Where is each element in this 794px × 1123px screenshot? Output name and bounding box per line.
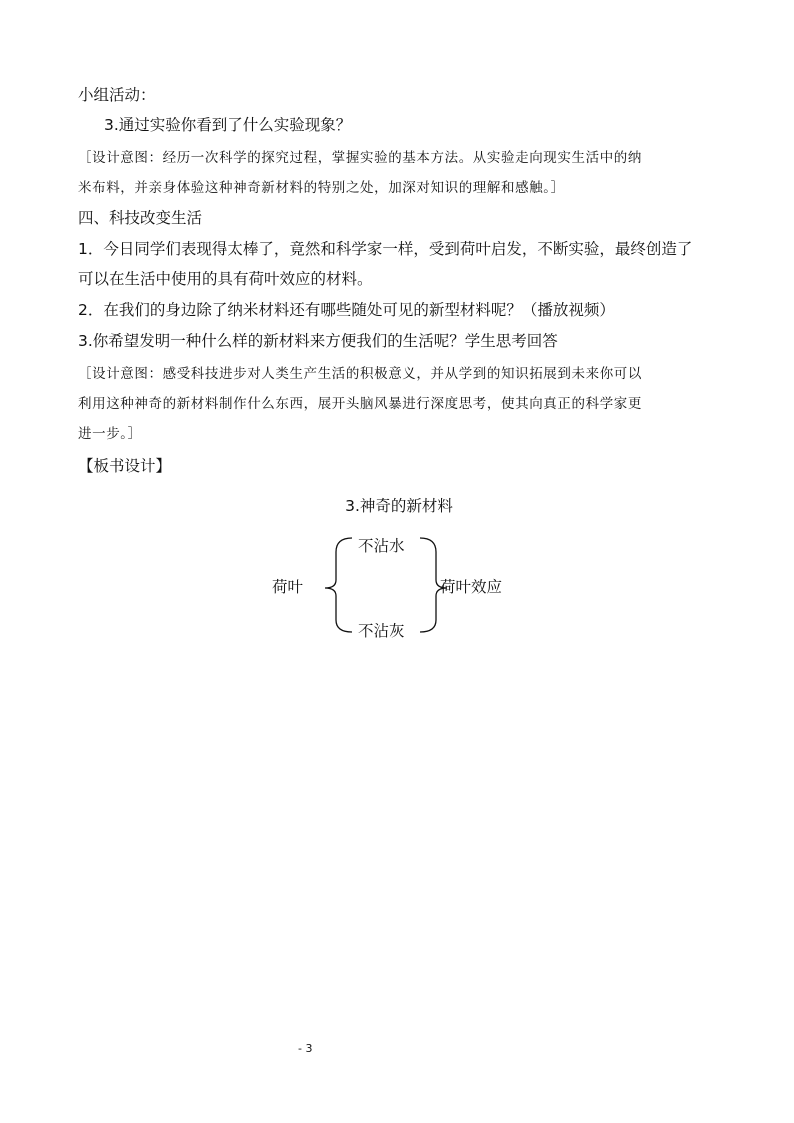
part-4-heading: 四、科技改变生活 xyxy=(78,209,203,227)
board-design-label: 【板书设计】 xyxy=(78,457,172,475)
left-curly-brace xyxy=(325,538,352,632)
board-title: 3.神奇的新材料 xyxy=(345,497,453,515)
item-3: 3.你希望发明一种什么样的新材料来方便我们的生活呢？学生思考回答 xyxy=(78,332,558,350)
design-intent-2-line-3: 进一步。］ xyxy=(78,426,142,442)
board-left-label: 荷叶 xyxy=(272,578,304,596)
design-intent-2-line-2: 利用这种神奇的新材料制作什么东西，展开头脑风暴进行深度思考，使其向真正的科学家更 xyxy=(78,396,642,412)
design-intent-1-line-2: 米布料，并亲身体验这种神奇新材料的特别之处，加深对知识的理解和感触。］ xyxy=(78,180,565,196)
item-1-line-2: 可以在生活中使用的具有荷叶效应的材料。 xyxy=(78,270,373,288)
board-bottom-label: 不沾灰 xyxy=(358,622,405,640)
design-intent-1-line-1: ［设计意图：经历一次科学的探究过程，掌握实验的基本方法。从实验走向现实生活中的纳 xyxy=(78,150,642,166)
question-3: 3.通过实验你看到了什么实验现象？ xyxy=(104,116,352,134)
board-top-label: 不沾水 xyxy=(358,537,405,555)
design-intent-2-line-1: ［设计意图：感受科技进步对人类生产生活的积极意义，并从学到的知识拓展到未来你可以 xyxy=(78,366,642,382)
board-right-label: 荷叶效应 xyxy=(440,578,503,596)
page-number: - 3 xyxy=(298,1042,313,1055)
item-1-line-1: 1．今日同学们表现得太棒了，竟然和科学家一样，受到荷叶启发，不断实验，最终创造了 xyxy=(78,240,693,258)
section-label: 小组活动： xyxy=(78,86,156,104)
right-curly-brace xyxy=(420,538,447,632)
item-2: 2．在我们的身边除了纳米材料还有哪些随处可见的新型材料呢？（播放视频） xyxy=(78,301,615,319)
